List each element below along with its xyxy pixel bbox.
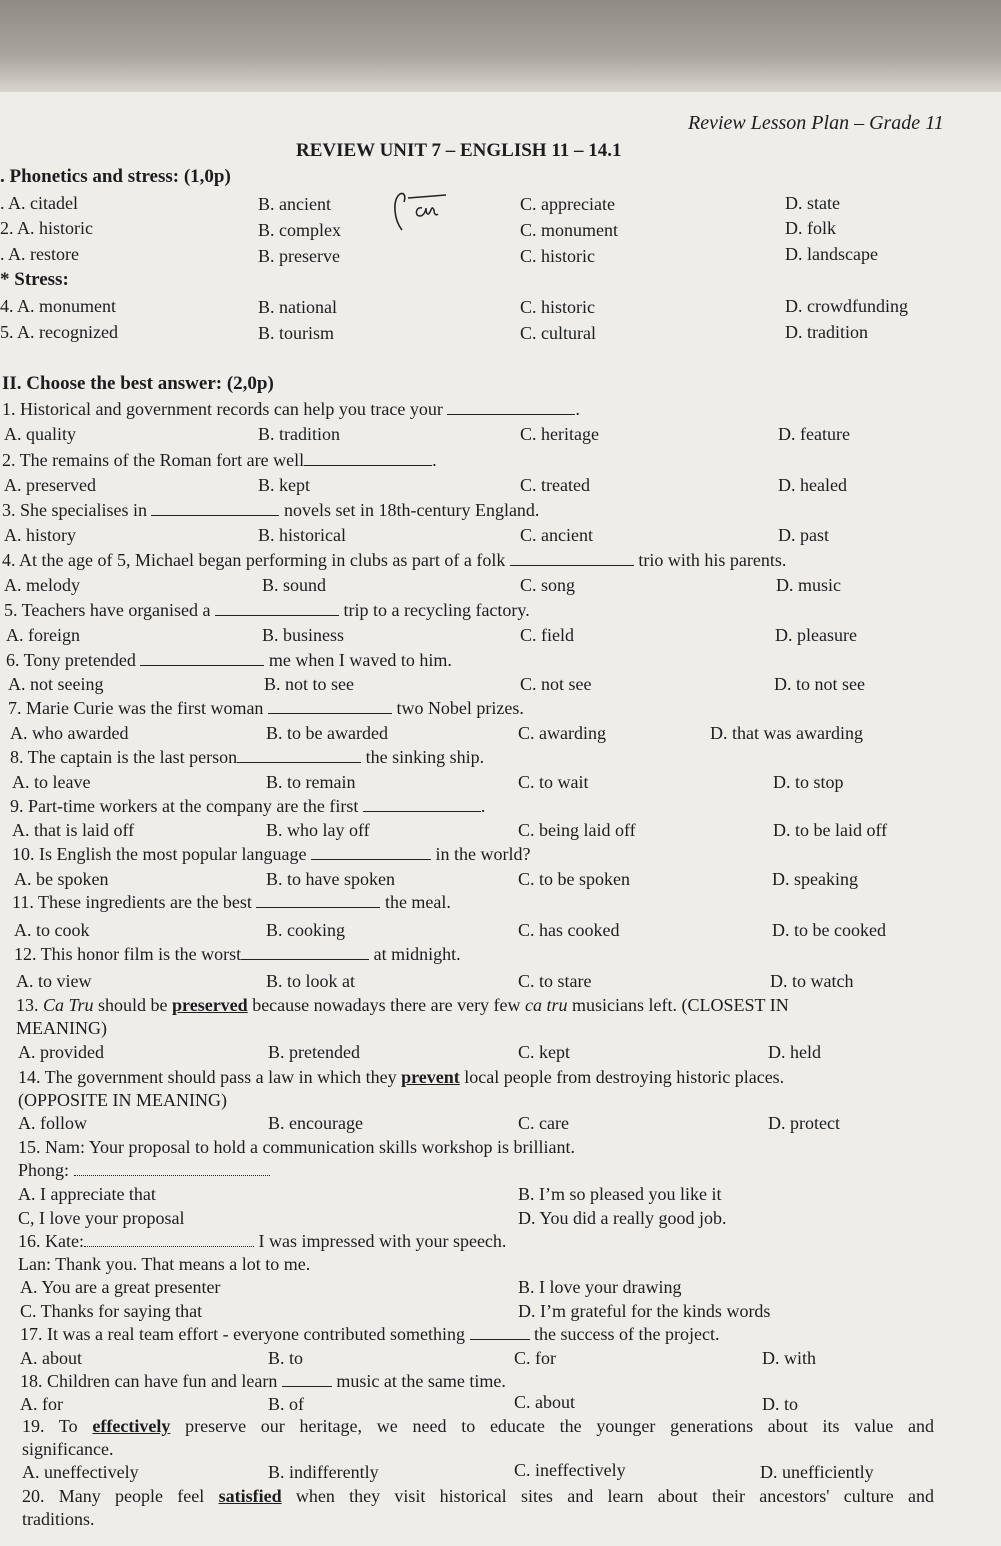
option-c: C. monument xyxy=(520,220,618,240)
option-b: B. tradition xyxy=(258,424,340,444)
option-a: A. provided xyxy=(18,1042,104,1062)
answer-blank xyxy=(304,451,432,466)
italic-term: Ca Tru xyxy=(43,995,94,1015)
question-text: 4. At the age of 5, Michael began performing in clubs as part of a folk xyxy=(2,550,506,570)
option-d: D. to stop xyxy=(773,772,844,792)
question-6 xyxy=(6,649,452,671)
option-a: A. for xyxy=(20,1394,63,1414)
question-text: 17. It was a real team effort - everyone contributed something xyxy=(20,1324,466,1344)
speaker-name: Phong: xyxy=(18,1160,70,1180)
option-c: C. being laid off xyxy=(518,820,636,840)
option-a: A. melody xyxy=(4,575,80,595)
answer-blank xyxy=(237,748,361,763)
question-text-line2: (OPPOSITE IN MEANING) xyxy=(18,1090,227,1110)
key-word: satisfied xyxy=(218,1486,282,1506)
option-b: B. encourage xyxy=(268,1113,363,1133)
option-b: B. national xyxy=(258,297,337,317)
option-a: A. about xyxy=(20,1348,82,1368)
stress-heading: * Stress: xyxy=(0,269,69,290)
option-c: C. field xyxy=(520,625,574,645)
question-text-end: . xyxy=(432,450,437,470)
question-9 xyxy=(10,795,485,817)
section2-heading: II. Choose the best answer: (2,0p) xyxy=(2,373,274,394)
option-a: 2. A. historic xyxy=(0,218,93,238)
question-text-end: the meal. xyxy=(384,892,451,912)
option-c: C. appreciate xyxy=(520,194,615,214)
answer-blank xyxy=(74,1161,270,1176)
option-d: D. pleasure xyxy=(775,625,857,645)
option-b: B. historical xyxy=(258,525,346,545)
question-text-end: I was impressed with your speech. xyxy=(258,1231,507,1251)
option-d: D. to not see xyxy=(774,674,865,694)
option-b: B. of xyxy=(268,1394,304,1414)
question-10 xyxy=(12,843,530,865)
question-text-end: local people from destroying historic places. xyxy=(464,1067,785,1087)
option-a: A. to leave xyxy=(12,772,91,792)
question-text: 2. The remains of the Roman fort are well xyxy=(2,450,305,470)
option-c: C. song xyxy=(520,575,576,595)
option-c: C. about xyxy=(514,1392,575,1412)
question-text-end: two Nobel prizes. xyxy=(396,698,524,718)
option-d: D. feature xyxy=(778,424,850,444)
option-c: C. care xyxy=(518,1113,569,1133)
photo-background xyxy=(0,0,1001,100)
option-b: B. to remain xyxy=(266,772,356,792)
question-text-end: . xyxy=(480,796,486,816)
option-d: D. to xyxy=(762,1394,798,1414)
option-b: B. tourism xyxy=(258,323,335,343)
question-text: 10. Is English the most popular language xyxy=(12,844,307,864)
option-d: D. protect xyxy=(768,1113,840,1133)
option-d: D. music xyxy=(776,575,841,595)
option-d: D. unefficiently xyxy=(760,1462,874,1482)
plan-title: Review Lesson Plan – Grade 11 xyxy=(688,112,944,134)
question-text: 3. She specialises in xyxy=(2,500,147,520)
question-text-end: the sinking ship. xyxy=(365,747,485,767)
question-text-line2: MEANING) xyxy=(16,1018,107,1038)
option-b: B. business xyxy=(262,625,345,645)
question-8 xyxy=(10,746,484,768)
key-word: prevent xyxy=(401,1067,460,1087)
answer-blank xyxy=(311,845,431,860)
option-b: B. preserve xyxy=(258,246,340,266)
question-text: 20. Many people feel xyxy=(22,1486,205,1506)
option-c: C. not see xyxy=(520,674,592,694)
option-b: B. sound xyxy=(262,575,327,595)
option-c: C. awarding xyxy=(518,723,606,743)
question-text: 19. To xyxy=(22,1416,78,1436)
option-d: D. speaking xyxy=(772,869,858,889)
question-18 xyxy=(20,1370,506,1392)
option-b: B. kept xyxy=(258,475,310,495)
question-text-line2: traditions. xyxy=(22,1509,95,1529)
question-text-end: . xyxy=(575,399,580,419)
speaker-name: 16. Kate: xyxy=(18,1231,84,1251)
option-c: C. to be spoken xyxy=(518,869,630,889)
question-15: 15. Nam: Your proposal to hold a communication skills workshop is brilliant. xyxy=(18,1137,575,1157)
option-a: A. history xyxy=(4,525,76,545)
question-11 xyxy=(12,891,451,913)
option-a: 5. A. recognized xyxy=(0,322,118,342)
option-d: D. that was awarding xyxy=(710,723,863,743)
dialogue-line xyxy=(18,1159,270,1181)
option-c: C. has cooked xyxy=(518,920,620,940)
question-12 xyxy=(14,943,461,965)
answer-blank xyxy=(151,501,279,516)
answer-blank xyxy=(140,651,264,666)
question-text: 11. These ingredients are the best xyxy=(12,892,252,912)
option-b: B. pretended xyxy=(268,1042,360,1062)
question-14 xyxy=(18,1066,784,1088)
option-b: B. to xyxy=(268,1348,304,1368)
option-d: D. folk xyxy=(785,218,836,238)
question-text-end: the success of the project. xyxy=(534,1324,720,1344)
option-d: D. with xyxy=(762,1348,816,1368)
option-a: . A. citadel xyxy=(0,193,78,213)
question-text: 7. Marie Curie was the first woman xyxy=(8,698,264,718)
answer-blank xyxy=(84,1232,254,1247)
question-text-line2: significance. xyxy=(22,1439,114,1459)
option-a: A. uneffectively xyxy=(22,1462,139,1482)
option-b: B. I’m so pleased you like it xyxy=(518,1184,722,1204)
answer-blank xyxy=(510,551,634,566)
question-3 xyxy=(2,499,539,521)
main-title: REVIEW UNIT 7 – ENGLISH 11 – 14.1 xyxy=(296,140,622,161)
question-text: because nowadays there are very few xyxy=(252,995,521,1015)
answer-blank xyxy=(282,1372,332,1387)
option-b: B. to have spoken xyxy=(266,869,395,889)
option-c: C. cultural xyxy=(520,323,596,343)
option-a: A. quality xyxy=(4,424,76,444)
question-1 xyxy=(2,398,580,420)
option-a: A. follow xyxy=(18,1113,87,1133)
question-19 xyxy=(22,1415,934,1437)
option-d: D. to watch xyxy=(770,971,854,991)
option-b: B. cooking xyxy=(266,920,345,940)
question-17 xyxy=(20,1323,719,1345)
answer-blank xyxy=(256,893,380,908)
answer-blank xyxy=(363,797,481,812)
option-a: A. be spoken xyxy=(14,869,109,889)
question-text: 9. Part-time workers at the company are the first xyxy=(10,796,359,816)
question-text-end: in the world? xyxy=(435,844,531,864)
question-text: 12. This honor film is the worst xyxy=(14,944,242,964)
question-13 xyxy=(16,994,789,1016)
option-c: C, I love your proposal xyxy=(18,1208,185,1228)
question-7 xyxy=(8,697,524,719)
option-d: D. landscape xyxy=(785,244,878,264)
option-a: A. preserved xyxy=(4,475,96,495)
option-d: D. I’m grateful for the kinds words xyxy=(518,1301,771,1321)
option-d: D. crowdfunding xyxy=(785,296,908,316)
option-c: C. Thanks for saying that xyxy=(20,1301,203,1321)
question-text-end: novels set in 18th-century England. xyxy=(283,500,540,520)
question-number: 13. xyxy=(16,995,39,1015)
phonetics-heading: . Phonetics and stress: (1,0p) xyxy=(0,166,231,187)
option-c: C. to stare xyxy=(518,971,592,991)
question-text: should be xyxy=(98,995,168,1015)
question-text: 1. Historical and government records can help you trace your xyxy=(2,399,443,419)
option-c: C. to wait xyxy=(518,772,589,792)
question-text-end: me when I waved to him. xyxy=(268,650,452,670)
option-a: A. that is laid off xyxy=(12,820,135,840)
question-text: 6. Tony pretended xyxy=(6,650,136,670)
key-word: effectively xyxy=(92,1416,171,1436)
handwritten-note-icon xyxy=(388,190,448,236)
answer-blank xyxy=(470,1325,530,1340)
option-b: B. indifferently xyxy=(268,1462,379,1482)
option-c: C. ancient xyxy=(520,525,593,545)
italic-term: ca tru xyxy=(525,995,568,1015)
option-d: D. past xyxy=(778,525,829,545)
question-text: musicians left. (CLOSEST IN xyxy=(572,995,789,1015)
question-text-end: at midnight. xyxy=(373,944,461,964)
option-c: C. treated xyxy=(520,475,590,495)
option-a: A. You are a great presenter xyxy=(20,1277,221,1297)
question-text-end: when they visit historical sites and learn about their ancestors' culture and xyxy=(295,1486,935,1506)
option-a: A. who awarded xyxy=(10,723,129,743)
question-5 xyxy=(4,599,530,621)
option-b: B. not to see xyxy=(264,674,354,694)
answer-blank xyxy=(215,601,339,616)
option-b: B. to look at xyxy=(266,971,355,991)
option-c: C. heritage xyxy=(520,424,599,444)
option-d: D. to be laid off xyxy=(773,820,888,840)
option-c: C. ineffectively xyxy=(514,1460,626,1480)
question-20 xyxy=(22,1485,934,1507)
question-text-end: trip to a recycling factory. xyxy=(343,600,530,620)
option-d: D. held xyxy=(768,1042,821,1062)
question-text: 5. Teachers have organised a xyxy=(4,600,211,620)
answer-blank xyxy=(241,945,369,960)
option-b: B. to be awarded xyxy=(266,723,388,743)
option-c: C. for xyxy=(514,1348,556,1368)
option-c: C. historic xyxy=(520,246,595,266)
option-d: D. to be cooked xyxy=(772,920,886,940)
question-2 xyxy=(2,449,437,471)
key-word: preserved xyxy=(172,995,248,1015)
answer-blank xyxy=(447,400,575,415)
option-a: A. to cook xyxy=(14,920,90,940)
question-text-end: preserve our heritage, we need to educate the younger generations about its value and xyxy=(185,1416,934,1436)
option-a: A. foreign xyxy=(6,625,80,645)
answer-blank xyxy=(268,699,392,714)
option-b: B. I love your drawing xyxy=(518,1277,682,1297)
option-b: B. complex xyxy=(258,220,341,240)
option-d: D. tradition xyxy=(785,322,868,342)
option-a: A. not seeing xyxy=(8,674,104,694)
option-d: D. state xyxy=(785,193,840,213)
question-16 xyxy=(18,1230,506,1252)
option-b: B. ancient xyxy=(258,194,331,214)
option-c: C. historic xyxy=(520,297,595,317)
option-b: B. who lay off xyxy=(266,820,370,840)
option-c: C. kept xyxy=(518,1042,570,1062)
option-a: A. to view xyxy=(16,971,92,991)
option-a: A. I appreciate that xyxy=(18,1184,156,1204)
question-text-end: trio with his parents. xyxy=(638,550,787,570)
option-d: D. You did a really good job. xyxy=(518,1208,727,1228)
question-text: 18. Children can have fun and learn xyxy=(20,1371,278,1391)
question-text: 14. The government should pass a law in which they xyxy=(18,1067,397,1087)
dialogue-line: Lan: Thank you. That means a lot to me. xyxy=(18,1254,311,1274)
option-d: D. healed xyxy=(778,475,847,495)
option-a: 4. A. monument xyxy=(0,296,116,316)
option-a: . A. restore xyxy=(0,244,79,264)
question-text-end: music at the same time. xyxy=(336,1371,506,1391)
question-text: 8. The captain is the last person xyxy=(10,747,238,767)
question-4 xyxy=(2,549,786,571)
